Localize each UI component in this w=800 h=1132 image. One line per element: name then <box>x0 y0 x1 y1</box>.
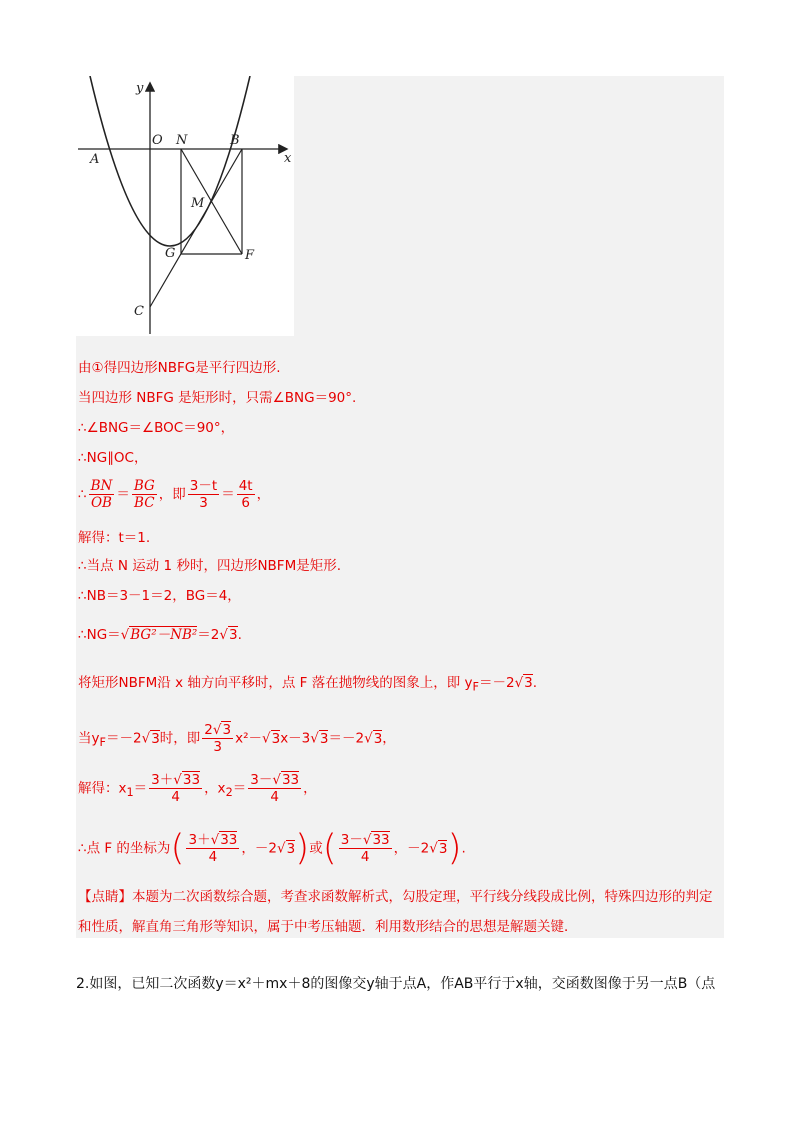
label-g: G <box>165 246 176 261</box>
parabola-curve <box>90 76 250 246</box>
solution-line-11: 当$y_F=-2√3$时，即 $\frac{2√3}{3}$ x²－√3x－3√3＝－2√3， <box>78 722 396 755</box>
solution-line-1: 由①得四边形NBFG是平行四边形. <box>78 360 281 376</box>
solution-line-3: ∴∠BNG＝∠BOC＝90°， <box>78 420 235 436</box>
label-f: F <box>245 248 255 263</box>
fraction-3-t: $\frac{3-t}{3}$ <box>189 478 218 511</box>
solution-line-7: ∴当点 N 运动 1 秒时，四边形NBFM是矩形. <box>78 558 342 574</box>
solution-line-9: ∴NG＝√BG²－NB²＝2√3. <box>78 627 242 643</box>
solution-line-5: ∴ $\frac{BN}{OB}$ ＝ $\frac{BG}{BC}$ ，即 $\frac{3-t}{3}$ ＝ $\frac{4t}{6}$ ， <box>78 478 271 511</box>
label-y: y <box>136 81 144 96</box>
fraction-bg-bc: $\frac{BG}{BC}$ <box>133 478 155 511</box>
label-b: B <box>230 133 240 148</box>
label-a: A <box>90 152 100 167</box>
label-x: x <box>284 151 292 166</box>
solution-line-10: 将矩形NBFM沿 x 轴方向平移时，点 F 落在抛物线的图象上，即 $y_F=-2√3$. <box>78 675 538 694</box>
coord-2-fraction: $\frac{3-√33}{4}$ <box>340 832 390 865</box>
label-m: M <box>191 196 205 211</box>
therefore-symbol: ∴ <box>78 486 87 503</box>
solution-line-6: 解得：t＝1. <box>78 530 151 546</box>
label-n: N <box>176 133 188 148</box>
fraction-x1: $\frac{3+√33}{4}$ <box>151 772 201 805</box>
fraction-4t: $\frac{4t}{6}$ <box>238 478 253 511</box>
solution-line-2: 当四边形 NBFG 是矩形时，只需∠BNG＝90°. <box>78 390 357 406</box>
radical-bg-nb: BG²－NB² <box>130 627 198 643</box>
parabola-figure <box>76 76 294 336</box>
fraction-bn-ob: $\frac{BN}{OB}$ <box>90 478 113 511</box>
solution-line-4: ∴NG∥OC， <box>78 450 148 466</box>
solution-line-12: 解得：$x_1=$ $\frac{3+√33}{4}$ ，$x_2=$ $\frac{3-√33}{4}$ ， <box>78 772 317 805</box>
label-c: C <box>134 304 144 319</box>
parabola-diagram <box>76 76 294 336</box>
solution-line-8: ∴NB＝3－1＝2，BG＝4， <box>78 588 241 604</box>
coord-1-fraction: $\frac{3+√33}{4}$ <box>188 832 238 865</box>
fraction-x2: $\frac{3-√33}{4}$ <box>250 772 300 805</box>
fraction-2-sqrt3: $\frac{2√3}{3}$ <box>204 722 232 755</box>
segment-bc <box>150 149 242 307</box>
question-2-text: 2.如图，已知二次函数y＝x²＋mx＋8的图像交y轴于点A，作AB平行于x轴，交函数图像于另一点B（点 <box>76 976 716 992</box>
key-point-note: 【点睛】本题为二次函数综合题，考查求函数解析式，勾股定理，平行线分线段成比例，特殊四边形的判定和性质，解直角三角形等知识，属于中考压轴题．利用数形结合的思想是解题关键． <box>78 889 713 935</box>
solution-line-13: ∴点 F 的坐标为( $\frac{3+√33}{4}$ ，－2√3)或( $\frac{3-√33}{4}$ ，－2√3). <box>78 827 466 869</box>
label-o: O <box>152 133 163 148</box>
